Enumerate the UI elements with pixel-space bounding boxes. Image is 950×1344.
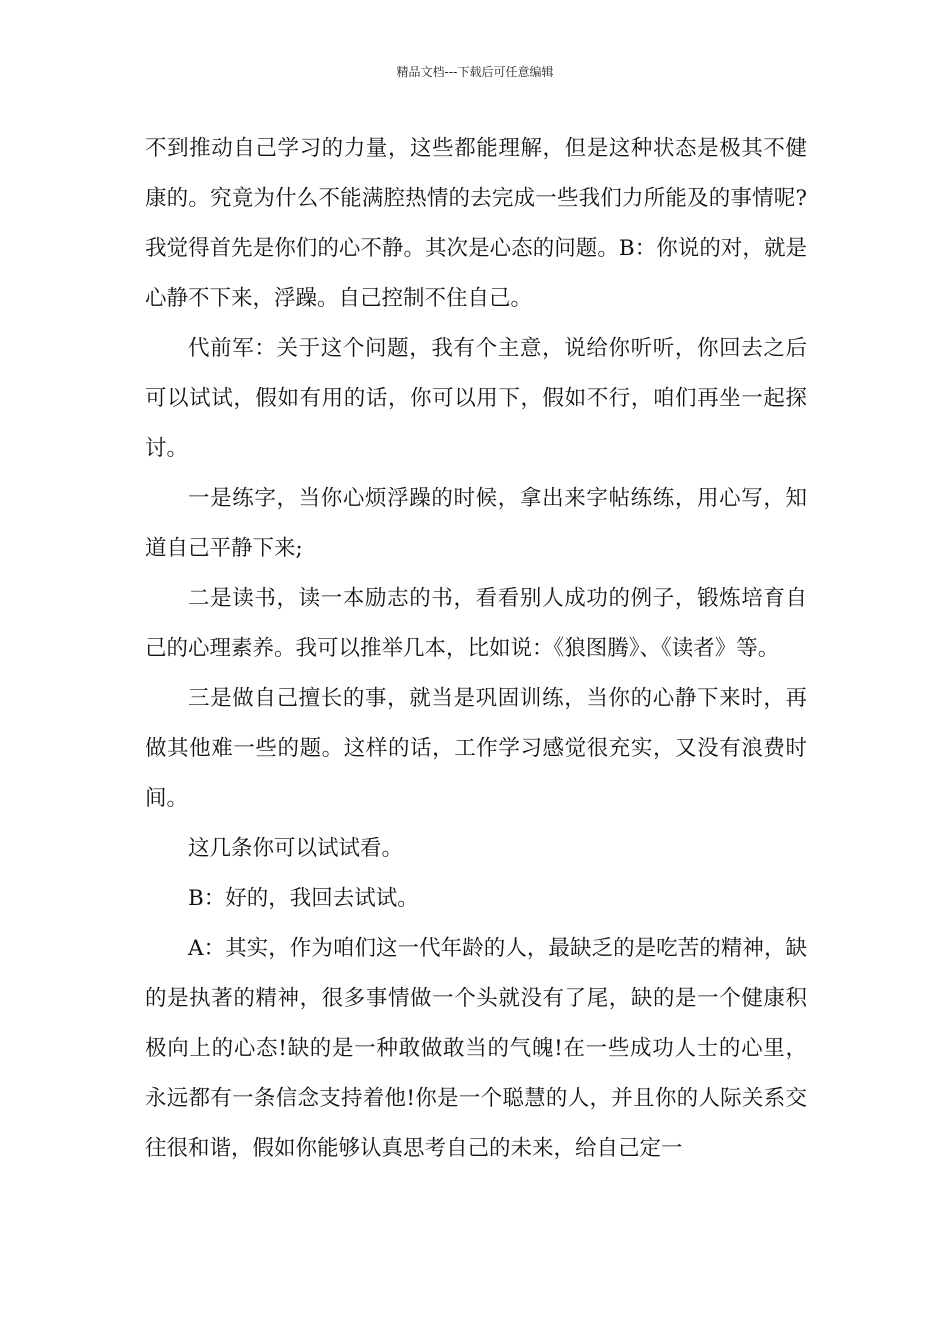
paragraph: 三是做自己擅长的事，就当是巩固训练，当你的心静下来时，再做其他难一些的题。这样的话，工作学习感觉很充实，又没有浪费时间。 xyxy=(145,686,807,811)
paragraph: 这几条你可以试试看。 xyxy=(188,836,404,861)
paragraph: 二是读书，读一本励志的书，看看别人成功的例子，锻炼培育自己的心理素养。我可以推举几本，比如说：《狼图腾》、《读者》等。 xyxy=(145,586,807,661)
paragraph: 不到推动自己学习的力量，这些都能理解，但是这种状态是极其不健康的。究竟为什么不能满腔热情的去完成一些我们力所能及的事情呢?我觉得首先是你们的心不静。其次是心态的问题。B：你说的对，就是心静不下来，浮躁。自己控制不住自己。 xyxy=(145,136,807,311)
paragraph: 代前军：关于这个问题，我有个主意，说给你听听，你回去之后可以试试，假如有用的话，你可以用下，假如不行，咱们再坐一起探讨。 xyxy=(145,336,807,461)
paragraph: 一是练字，当你心烦浮躁的时候，拿出来字帖练练，用心写，知道自己平静下来; xyxy=(145,486,807,561)
paragraph: A：其实，作为咱们这一代年龄的人，最缺乏的是吃苦的精神，缺的是执著的精神，很多事情做一个头就没有了尾，缺的是一个健康积极向上的心态!缺的是一种敢做敢当的气魄!在一些成功人士的心里，永远都有一条信念支持着他!你是一个聪慧的人，并且你的人际关系交往很和谐，假如你能够认真思考自己的未来，给自己定一 xyxy=(145,936,807,1161)
page-header: 精品文档---下载后可任意编辑 xyxy=(396,65,554,79)
document-body xyxy=(145,124,807,1174)
paragraph: B：好的，我回去试试。 xyxy=(188,886,419,911)
